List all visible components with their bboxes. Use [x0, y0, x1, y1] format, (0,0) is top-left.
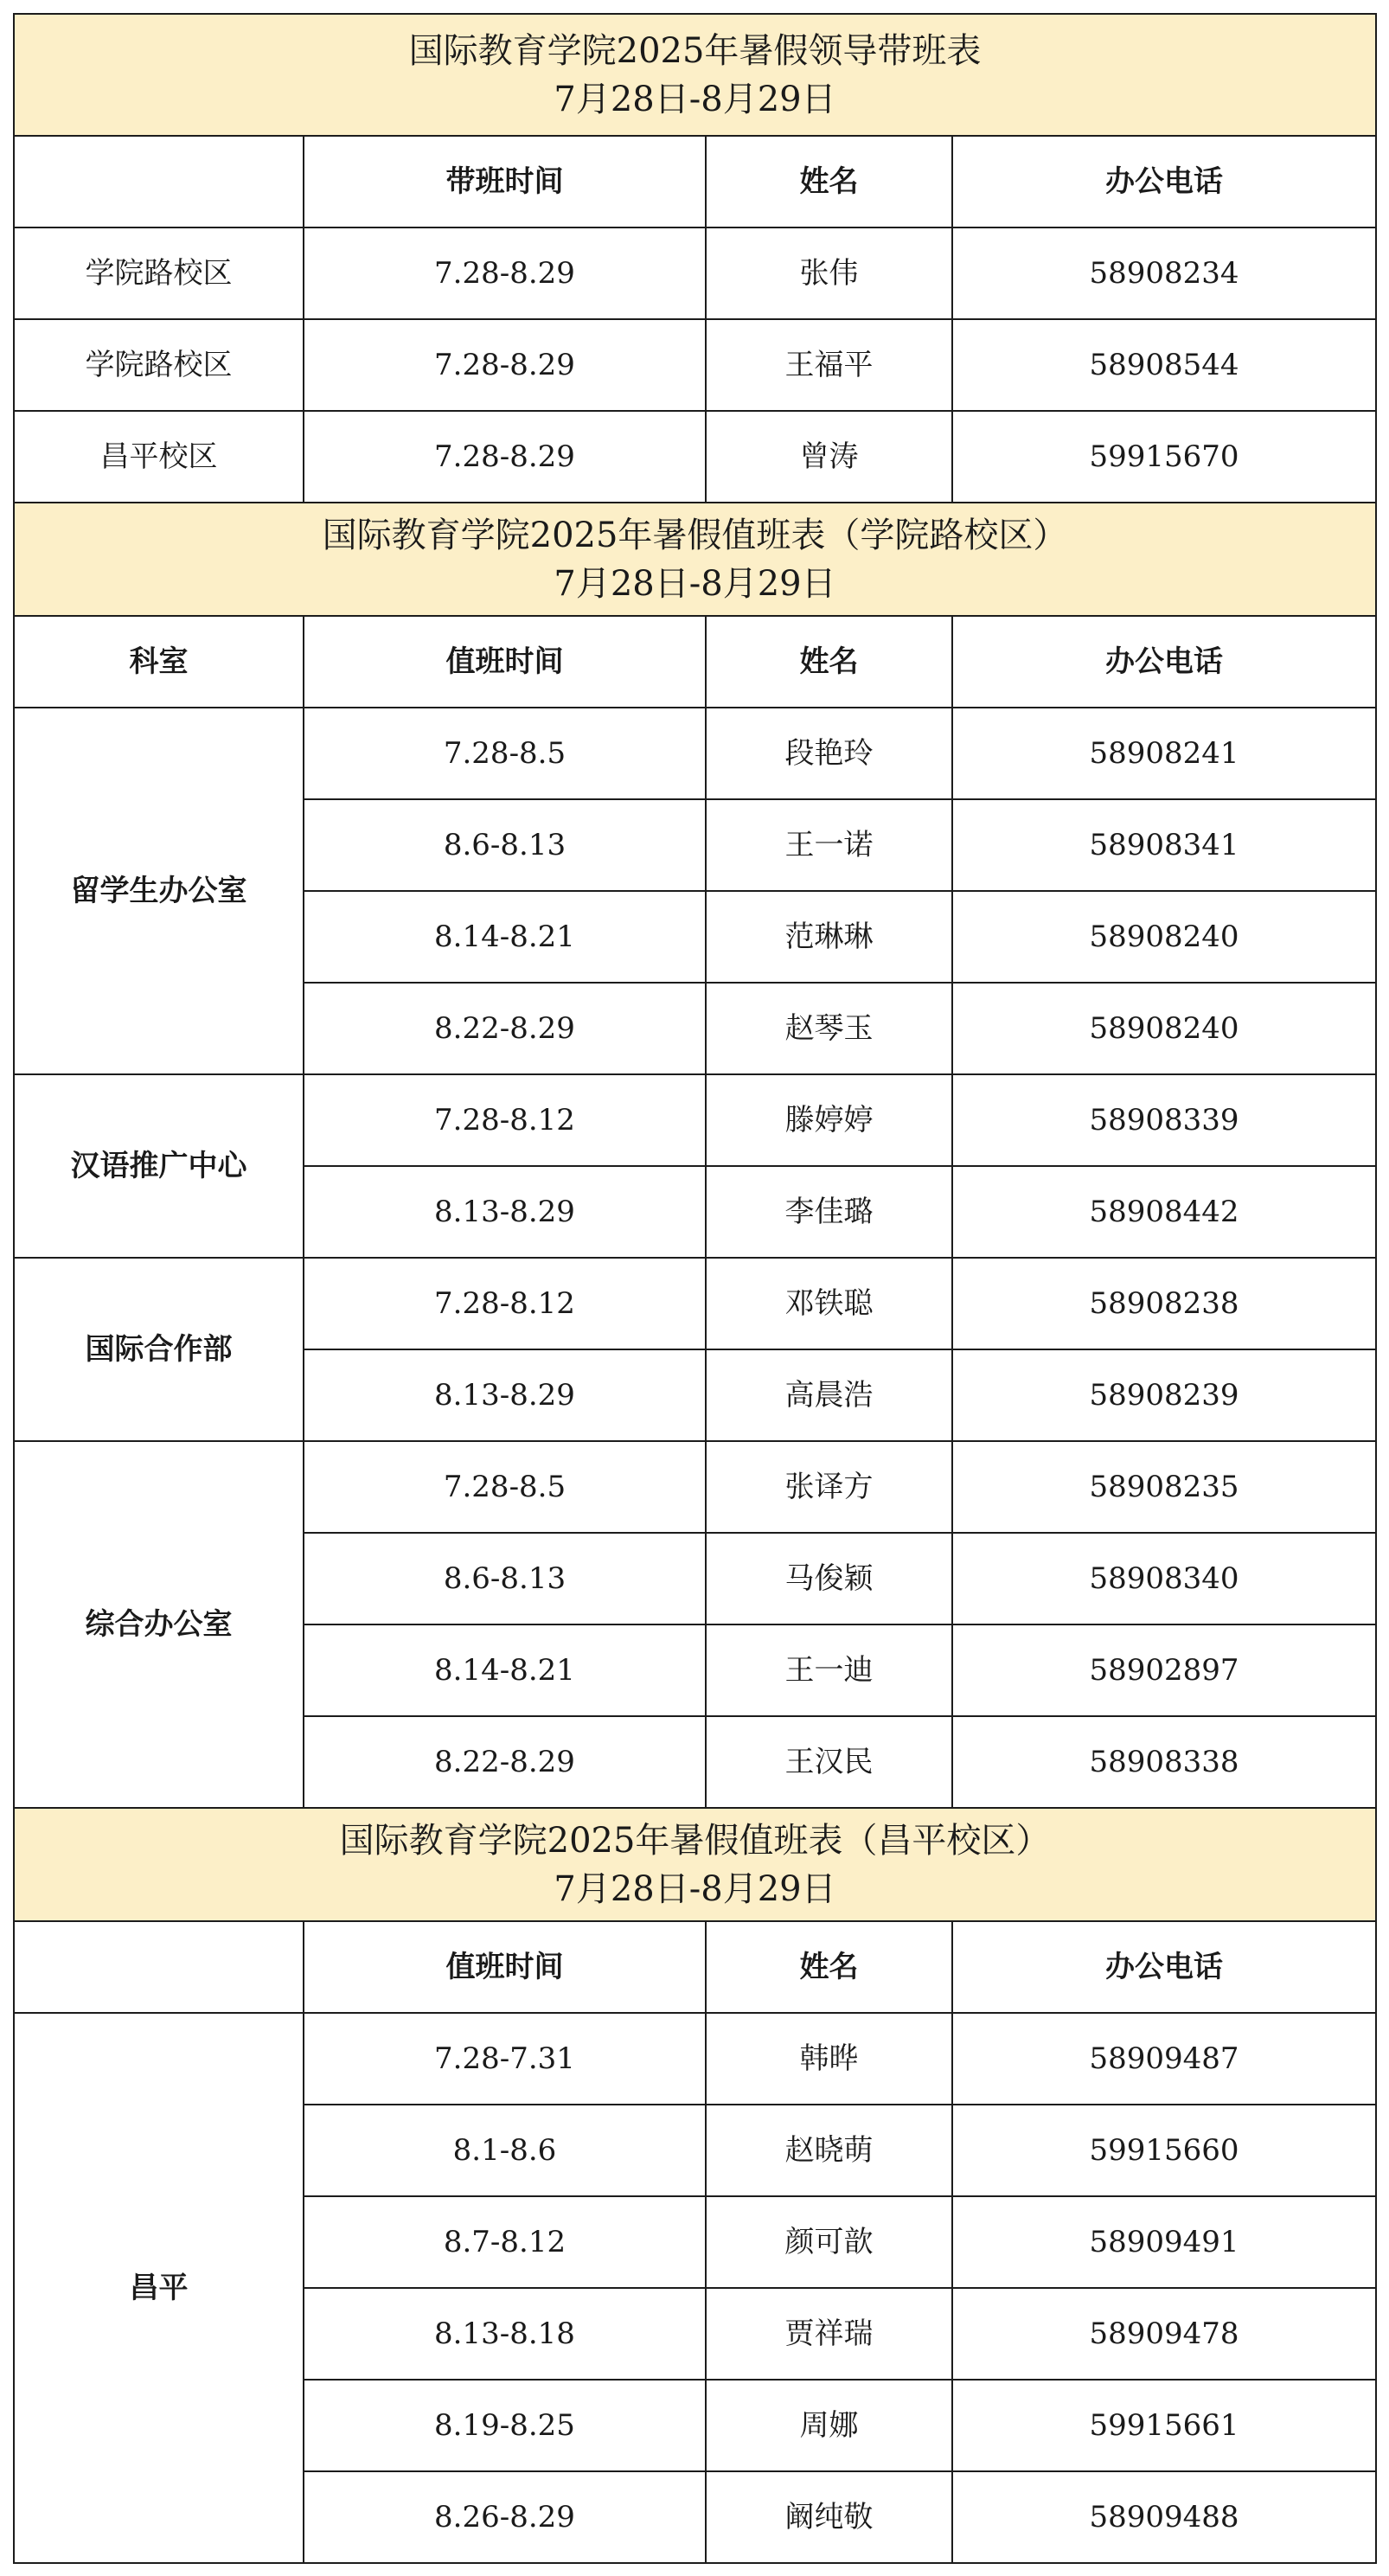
phone-cell: 58908340 — [952, 1533, 1376, 1624]
name-cell: 邓铁聪 — [706, 1258, 952, 1349]
campus-cell: 学院路校区 — [14, 319, 304, 411]
name-cell: 马俊颖 — [706, 1533, 952, 1624]
xueyuan-table-title — [14, 503, 1376, 616]
time-cell: 7.28-8.5 — [304, 1441, 706, 1533]
phone-cell: 58908339 — [952, 1074, 1376, 1166]
header-row — [14, 1921, 1376, 2013]
time-cell: 8.13-8.29 — [304, 1349, 706, 1441]
phone-cell: 59915661 — [952, 2380, 1376, 2471]
header-name-cell: 姓名 — [706, 616, 952, 708]
name-cell: 赵晓萌 — [706, 2105, 952, 2196]
header-dept-cell: 科室 — [14, 616, 304, 708]
name-cell: 王一诺 — [706, 799, 952, 891]
header-time-cell: 值班时间 — [304, 1921, 706, 2013]
name-cell: 阚纯敬 — [706, 2471, 952, 2563]
time-cell: 8.14-8.21 — [304, 1624, 706, 1716]
time-cell: 7.28-8.12 — [304, 1258, 706, 1349]
table-row — [14, 1074, 1376, 1166]
time-cell: 8.26-8.29 — [304, 2471, 706, 2563]
time-cell: 7.28-8.5 — [304, 708, 706, 799]
name-cell: 段艳玲 — [706, 708, 952, 799]
time-cell: 7.28-7.31 — [304, 2013, 706, 2105]
time-cell: 8.7-8.12 — [304, 2196, 706, 2288]
dept-cell: 国际合作部 — [14, 1258, 304, 1441]
time-cell: 7.28-8.29 — [304, 411, 706, 503]
header-name-cell: 姓名 — [706, 1921, 952, 2013]
phone-cell: 59915660 — [952, 2105, 1376, 2196]
phone-cell: 58908338 — [952, 1716, 1376, 1808]
time-cell: 7.28-8.12 — [304, 1074, 706, 1166]
campus-cell: 学院路校区 — [14, 227, 304, 319]
changping-table-title-row — [14, 1808, 1376, 1921]
time-cell: 8.6-8.13 — [304, 799, 706, 891]
name-cell: 滕婷婷 — [706, 1074, 952, 1166]
dept-cell: 昌平 — [14, 2013, 304, 2563]
time-cell: 7.28-8.29 — [304, 227, 706, 319]
name-cell: 张伟 — [706, 227, 952, 319]
table-row — [14, 708, 1376, 799]
phone-cell: 58908341 — [952, 799, 1376, 891]
leader-table-title-row — [14, 14, 1376, 136]
phone-cell: 58908241 — [952, 708, 1376, 799]
phone-cell: 58908239 — [952, 1349, 1376, 1441]
table-row — [14, 411, 1376, 503]
name-cell: 周娜 — [706, 2380, 952, 2471]
phone-cell: 58909478 — [952, 2288, 1376, 2380]
time-cell: 7.28-8.29 — [304, 319, 706, 411]
name-cell: 贾祥瑞 — [706, 2288, 952, 2380]
table-row — [14, 1441, 1376, 1533]
table-date-range: 7月28日-8月29日 — [554, 563, 836, 604]
table-row — [14, 2013, 1376, 2105]
table-title: 国际教育学院2025年暑假领导带班表 — [408, 30, 982, 71]
header-time-cell: 值班时间 — [304, 616, 706, 708]
table-date-range: 7月28日-8月29日 — [554, 79, 836, 119]
table-title: 国际教育学院2025年暑假值班表（学院路校区） — [322, 515, 1068, 555]
header-dept-cell — [14, 136, 304, 227]
name-cell: 韩晔 — [706, 2013, 952, 2105]
time-cell: 8.22-8.29 — [304, 1716, 706, 1808]
table-row — [14, 227, 1376, 319]
sheet-body — [14, 14, 1376, 2563]
dept-cell: 汉语推广中心 — [14, 1074, 304, 1258]
table-date-range: 7月28日-8月29日 — [554, 1868, 836, 1909]
dept-cell: 综合办公室 — [14, 1441, 304, 1808]
xueyuan-table-title-row — [14, 503, 1376, 616]
phone-cell: 58908234 — [952, 227, 1376, 319]
phone-cell: 58909491 — [952, 2196, 1376, 2288]
time-cell: 8.14-8.21 — [304, 891, 706, 983]
phone-cell: 58908240 — [952, 983, 1376, 1074]
table-row — [14, 319, 1376, 411]
name-cell: 王汉民 — [706, 1716, 952, 1808]
name-cell: 李佳璐 — [706, 1166, 952, 1258]
name-cell: 颜可歆 — [706, 2196, 952, 2288]
changping-table-title — [14, 1808, 1376, 1921]
name-cell: 王一迪 — [706, 1624, 952, 1716]
phone-cell: 59915670 — [952, 411, 1376, 503]
name-cell: 赵琴玉 — [706, 983, 952, 1074]
name-cell: 王福平 — [706, 319, 952, 411]
table-row — [14, 1258, 1376, 1349]
time-cell: 8.1-8.6 — [304, 2105, 706, 2196]
header-phone-cell: 办公电话 — [952, 136, 1376, 227]
name-cell: 张译方 — [706, 1441, 952, 1533]
time-cell: 8.22-8.29 — [304, 983, 706, 1074]
header-dept-cell — [14, 1921, 304, 2013]
phone-cell: 58908544 — [952, 319, 1376, 411]
phone-cell: 58908235 — [952, 1441, 1376, 1533]
phone-cell: 58908442 — [952, 1166, 1376, 1258]
time-cell: 8.6-8.13 — [304, 1533, 706, 1624]
name-cell: 高晨浩 — [706, 1349, 952, 1441]
header-time-cell: 带班时间 — [304, 136, 706, 227]
name-cell: 曾涛 — [706, 411, 952, 503]
header-row — [14, 136, 1376, 227]
table-title: 国际教育学院2025年暑假值班表（昌平校区） — [339, 1820, 1051, 1861]
time-cell: 8.19-8.25 — [304, 2380, 706, 2471]
time-cell: 8.13-8.29 — [304, 1166, 706, 1258]
header-row — [14, 616, 1376, 708]
phone-cell: 58908240 — [952, 891, 1376, 983]
header-name-cell: 姓名 — [706, 136, 952, 227]
leader-table-title — [14, 14, 1376, 136]
phone-cell: 58909488 — [952, 2471, 1376, 2563]
name-cell: 范琳琳 — [706, 891, 952, 983]
time-cell: 8.13-8.18 — [304, 2288, 706, 2380]
phone-cell: 58908238 — [952, 1258, 1376, 1349]
phone-cell: 58909487 — [952, 2013, 1376, 2105]
duty-schedule-sheet — [13, 13, 1377, 2564]
header-phone-cell: 办公电话 — [952, 616, 1376, 708]
dept-cell: 留学生办公室 — [14, 708, 304, 1074]
phone-cell: 58902897 — [952, 1624, 1376, 1716]
header-phone-cell: 办公电话 — [952, 1921, 1376, 2013]
campus-cell: 昌平校区 — [14, 411, 304, 503]
